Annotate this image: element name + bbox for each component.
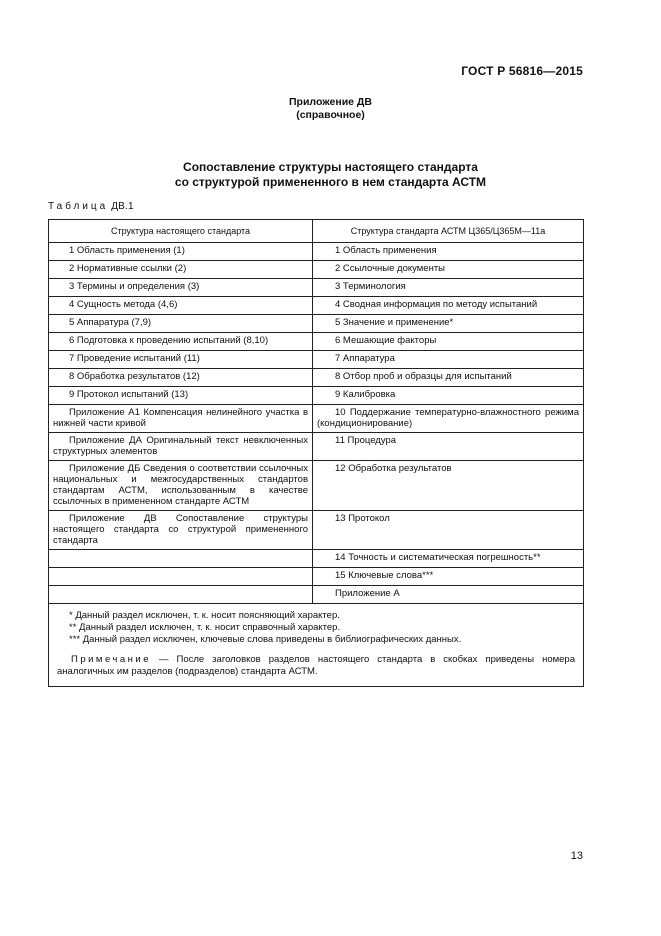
table-cell: 12 Обработка результатов	[313, 461, 584, 511]
table-footnotes	[49, 604, 584, 687]
table-row	[49, 568, 584, 586]
table-cell: 2 Ссылочные документы	[313, 261, 584, 279]
table-cell: 5 Аппаратура (7,9)	[49, 315, 313, 333]
table-row	[49, 333, 584, 351]
page-number: 13	[570, 850, 583, 862]
footnote-2: ** Данный раздел исключен, т. к. носит справочный характер.	[69, 622, 341, 633]
table-row	[49, 261, 584, 279]
page-title-line-2: со структурой примененного в нем стандарта АСТМ	[174, 175, 487, 189]
table-cell	[49, 586, 313, 604]
table-cell: 9 Калибровка	[313, 387, 584, 405]
note-text: — После заголовков разделов настоящего стандарта в скобках приведены номера аналогичных им разделов (подразделов) стандарта АСТМ.	[57, 654, 575, 677]
table-cell: 11 Процедура	[313, 433, 584, 461]
table-cell: 3 Терминология	[313, 279, 584, 297]
table-cell: 1 Область применения (1)	[49, 243, 313, 261]
footnote-1: * Данный раздел исключен, т. к. носит поясняющий характер.	[69, 610, 340, 621]
appendix-heading	[0, 96, 661, 122]
table-cell: 9 Протокол испытаний (13)	[49, 387, 313, 405]
note-label: Примечание	[71, 654, 151, 665]
appendix-subtitle: (справочное)	[296, 109, 365, 121]
table-cell: 3 Термины и определения (3)	[49, 279, 313, 297]
table-cell: 2 Нормативные ссылки (2)	[49, 261, 313, 279]
table-row	[49, 550, 584, 568]
table-row	[49, 351, 584, 369]
table-row	[49, 297, 584, 315]
table-cell: 4 Сущность метода (4,6)	[49, 297, 313, 315]
table-row	[49, 461, 584, 511]
table-cell: Приложение А	[313, 586, 584, 604]
table-row	[49, 586, 584, 604]
table-cell: Приложение ДВ Сопоставление структуры настоящего стандарта со структурой примененного стандарта	[49, 511, 313, 550]
table-row	[49, 433, 584, 461]
document-code: ГОСТ Р 56816—2015	[461, 64, 583, 78]
column-header-astm-standard: Структура стандарта АСТМ Ц365/Ц365М—11а	[313, 220, 584, 243]
comparison-table	[48, 219, 584, 687]
table-cell: Приложение ДА Оригинальный текст невключенных структурных элементов	[49, 433, 313, 461]
table-header-row	[49, 220, 584, 243]
footnote-3: *** Данный раздел исключен, ключевые слова приведены в библиографических данных.	[69, 634, 462, 645]
table-cell: 14 Точность и систематическая погрешность**	[313, 550, 584, 568]
appendix-title: Приложение ДВ	[289, 96, 372, 108]
table-cell: 4 Сводная информация по методу испытаний	[313, 297, 584, 315]
table-row	[49, 279, 584, 297]
table-row	[49, 369, 584, 387]
table-caption	[48, 201, 134, 212]
table-cell: 5 Значение и применение*	[313, 315, 584, 333]
page-title-line-1: Сопоставление структуры настоящего стандарта	[183, 160, 478, 174]
table-row	[49, 387, 584, 405]
table-row	[49, 405, 584, 433]
table-footer-row	[49, 604, 584, 687]
table-row	[49, 511, 584, 550]
table-row	[49, 315, 584, 333]
table-caption-word: Таблица	[48, 201, 109, 212]
table-row	[49, 243, 584, 261]
table-caption-number: ДВ.1	[111, 201, 134, 212]
table-cell: 6 Мешающие факторы	[313, 333, 584, 351]
table-cell: 15 Ключевые слова***	[313, 568, 584, 586]
table-cell: 6 Подготовка к проведению испытаний (8,10)	[49, 333, 313, 351]
table-cell: 7 Аппаратура	[313, 351, 584, 369]
table-cell: Приложение А1 Компенсация нелинейного участка в нижней части кривой	[49, 405, 313, 433]
table-cell: 8 Отбор проб и образцы для испытаний	[313, 369, 584, 387]
table-cell: Приложение ДБ Сведения о соответствии ссылочных национальных и межгосударственных стандартов стандартам АСТМ, использованным в качестве ссылочных в примененном стандарте АСТМ	[49, 461, 313, 511]
table-cell: 8 Обработка результатов (12)	[49, 369, 313, 387]
table-cell: 13 Протокол	[313, 511, 584, 550]
table-cell: 10 Поддержание температурно-влажностного режима (кондиционирование)	[313, 405, 584, 433]
table-cell: 1 Область применения	[313, 243, 584, 261]
table-note	[57, 654, 575, 678]
page-title	[0, 160, 661, 190]
table-cell: 7 Проведение испытаний (11)	[49, 351, 313, 369]
column-header-this-standard: Структура настоящего стандарта	[49, 220, 313, 243]
table-cell	[49, 550, 313, 568]
table-cell	[49, 568, 313, 586]
